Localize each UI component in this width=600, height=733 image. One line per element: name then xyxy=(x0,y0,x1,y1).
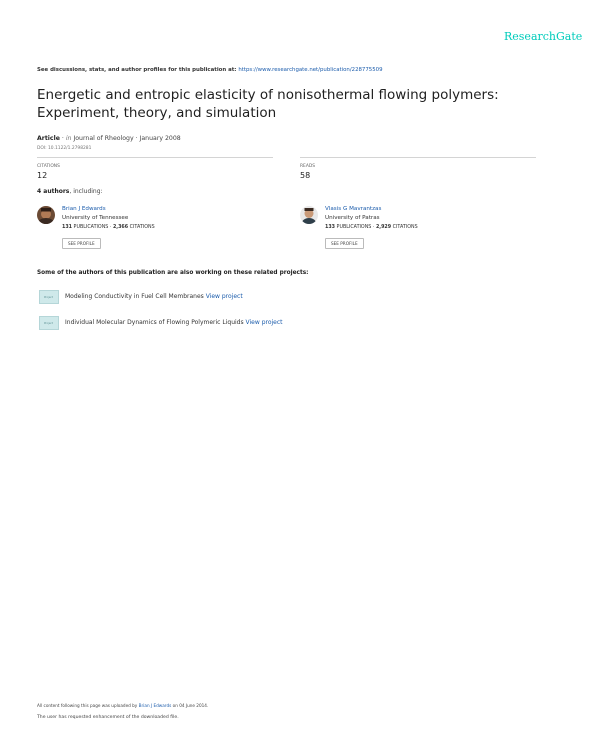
author-name[interactable]: Brian J Edwards xyxy=(62,206,106,212)
project-title: Modeling Conductivity in Fuel Cell Membranes xyxy=(65,293,204,300)
author-name[interactable]: Vlasis G Mavrantzas xyxy=(325,206,382,212)
author-avatar[interactable] xyxy=(300,206,318,224)
related-projects-heading: Some of the authors of this publication are also working on these related projects: xyxy=(37,270,309,276)
author-publications-label: PUBLICATIONS xyxy=(73,225,109,230)
paper-title: Energetic and entropic elasticity of nonisothermal flowing polymers: Experiment, theory, and simulation xyxy=(37,87,499,121)
author-citations-count: 2,929 xyxy=(375,225,392,230)
citations-label: CITATIONS xyxy=(37,164,60,169)
in-word: in xyxy=(65,135,72,142)
view-project-link[interactable]: View project xyxy=(245,319,283,326)
discussion-prefix: See discussions, stats, and author profiles for this publication at: xyxy=(37,67,237,73)
discussion-line xyxy=(37,67,383,73)
project-icon-label: Project xyxy=(44,322,53,325)
see-profile-button[interactable]: SEE PROFILE xyxy=(325,238,364,249)
author-institution: University of Tennessee xyxy=(62,215,129,221)
paper-meta xyxy=(37,135,181,142)
see-profile-button[interactable]: SEE PROFILE xyxy=(62,238,101,249)
meta-sep-2: · xyxy=(135,135,138,142)
publication-date: January 2008 xyxy=(139,135,181,142)
upload-prefix: All content following this page was uploaded by xyxy=(37,703,138,708)
citations-rule xyxy=(37,157,273,158)
view-project-link[interactable]: View project xyxy=(205,293,243,300)
upload-suffix: on 04 June 2014. xyxy=(172,703,209,708)
author-stats xyxy=(325,225,418,230)
reads-value: 58 xyxy=(300,171,311,180)
journal-name: Journal of Rheology xyxy=(73,135,134,142)
meta-sep: · xyxy=(61,135,64,142)
authors-count-line xyxy=(37,188,103,195)
researchgate-logo[interactable]: ResearchGate xyxy=(504,30,583,43)
project-item xyxy=(65,293,243,300)
project-title: Individual Molecular Dynamics of Flowing Polymeric Liquids xyxy=(65,319,244,326)
upload-note xyxy=(37,703,208,708)
project-icon-label: Project xyxy=(44,296,53,299)
author-publications-count: 133 xyxy=(325,225,336,230)
article-type: Article xyxy=(37,135,60,142)
project-icon xyxy=(39,316,59,330)
reads-rule xyxy=(300,157,536,158)
authors-count: 4 authors xyxy=(37,188,70,195)
author-photo-2 xyxy=(300,206,318,224)
uploader-link[interactable]: Brian J Edwards xyxy=(138,703,172,708)
doi: DOI: 10.1122/1.2798281 xyxy=(37,146,92,151)
author-publications-label: PUBLICATIONS xyxy=(336,225,372,230)
author-stats xyxy=(62,225,155,230)
author-stats-sep: · xyxy=(372,225,375,230)
author-institution: University of Patras xyxy=(325,215,380,221)
publication-link[interactable]: https://www.researchgate.net/publication/228775509 xyxy=(238,67,383,73)
author-citations-count: 2,366 xyxy=(112,225,129,230)
citations-value: 12 xyxy=(37,171,48,180)
project-item xyxy=(65,319,283,326)
author-citations-label: CITATIONS xyxy=(129,225,155,230)
enhancement-note: The user has requested enhancement of the downloaded file. xyxy=(37,715,179,720)
reads-label: READS xyxy=(300,164,315,169)
author-photo-1 xyxy=(37,206,55,224)
author-stats-sep: · xyxy=(109,225,112,230)
project-icon xyxy=(39,290,59,304)
author-avatar[interactable] xyxy=(37,206,55,224)
authors-suffix: , including: xyxy=(69,188,103,195)
author-citations-label: CITATIONS xyxy=(392,225,418,230)
author-publications-count: 131 xyxy=(62,225,73,230)
